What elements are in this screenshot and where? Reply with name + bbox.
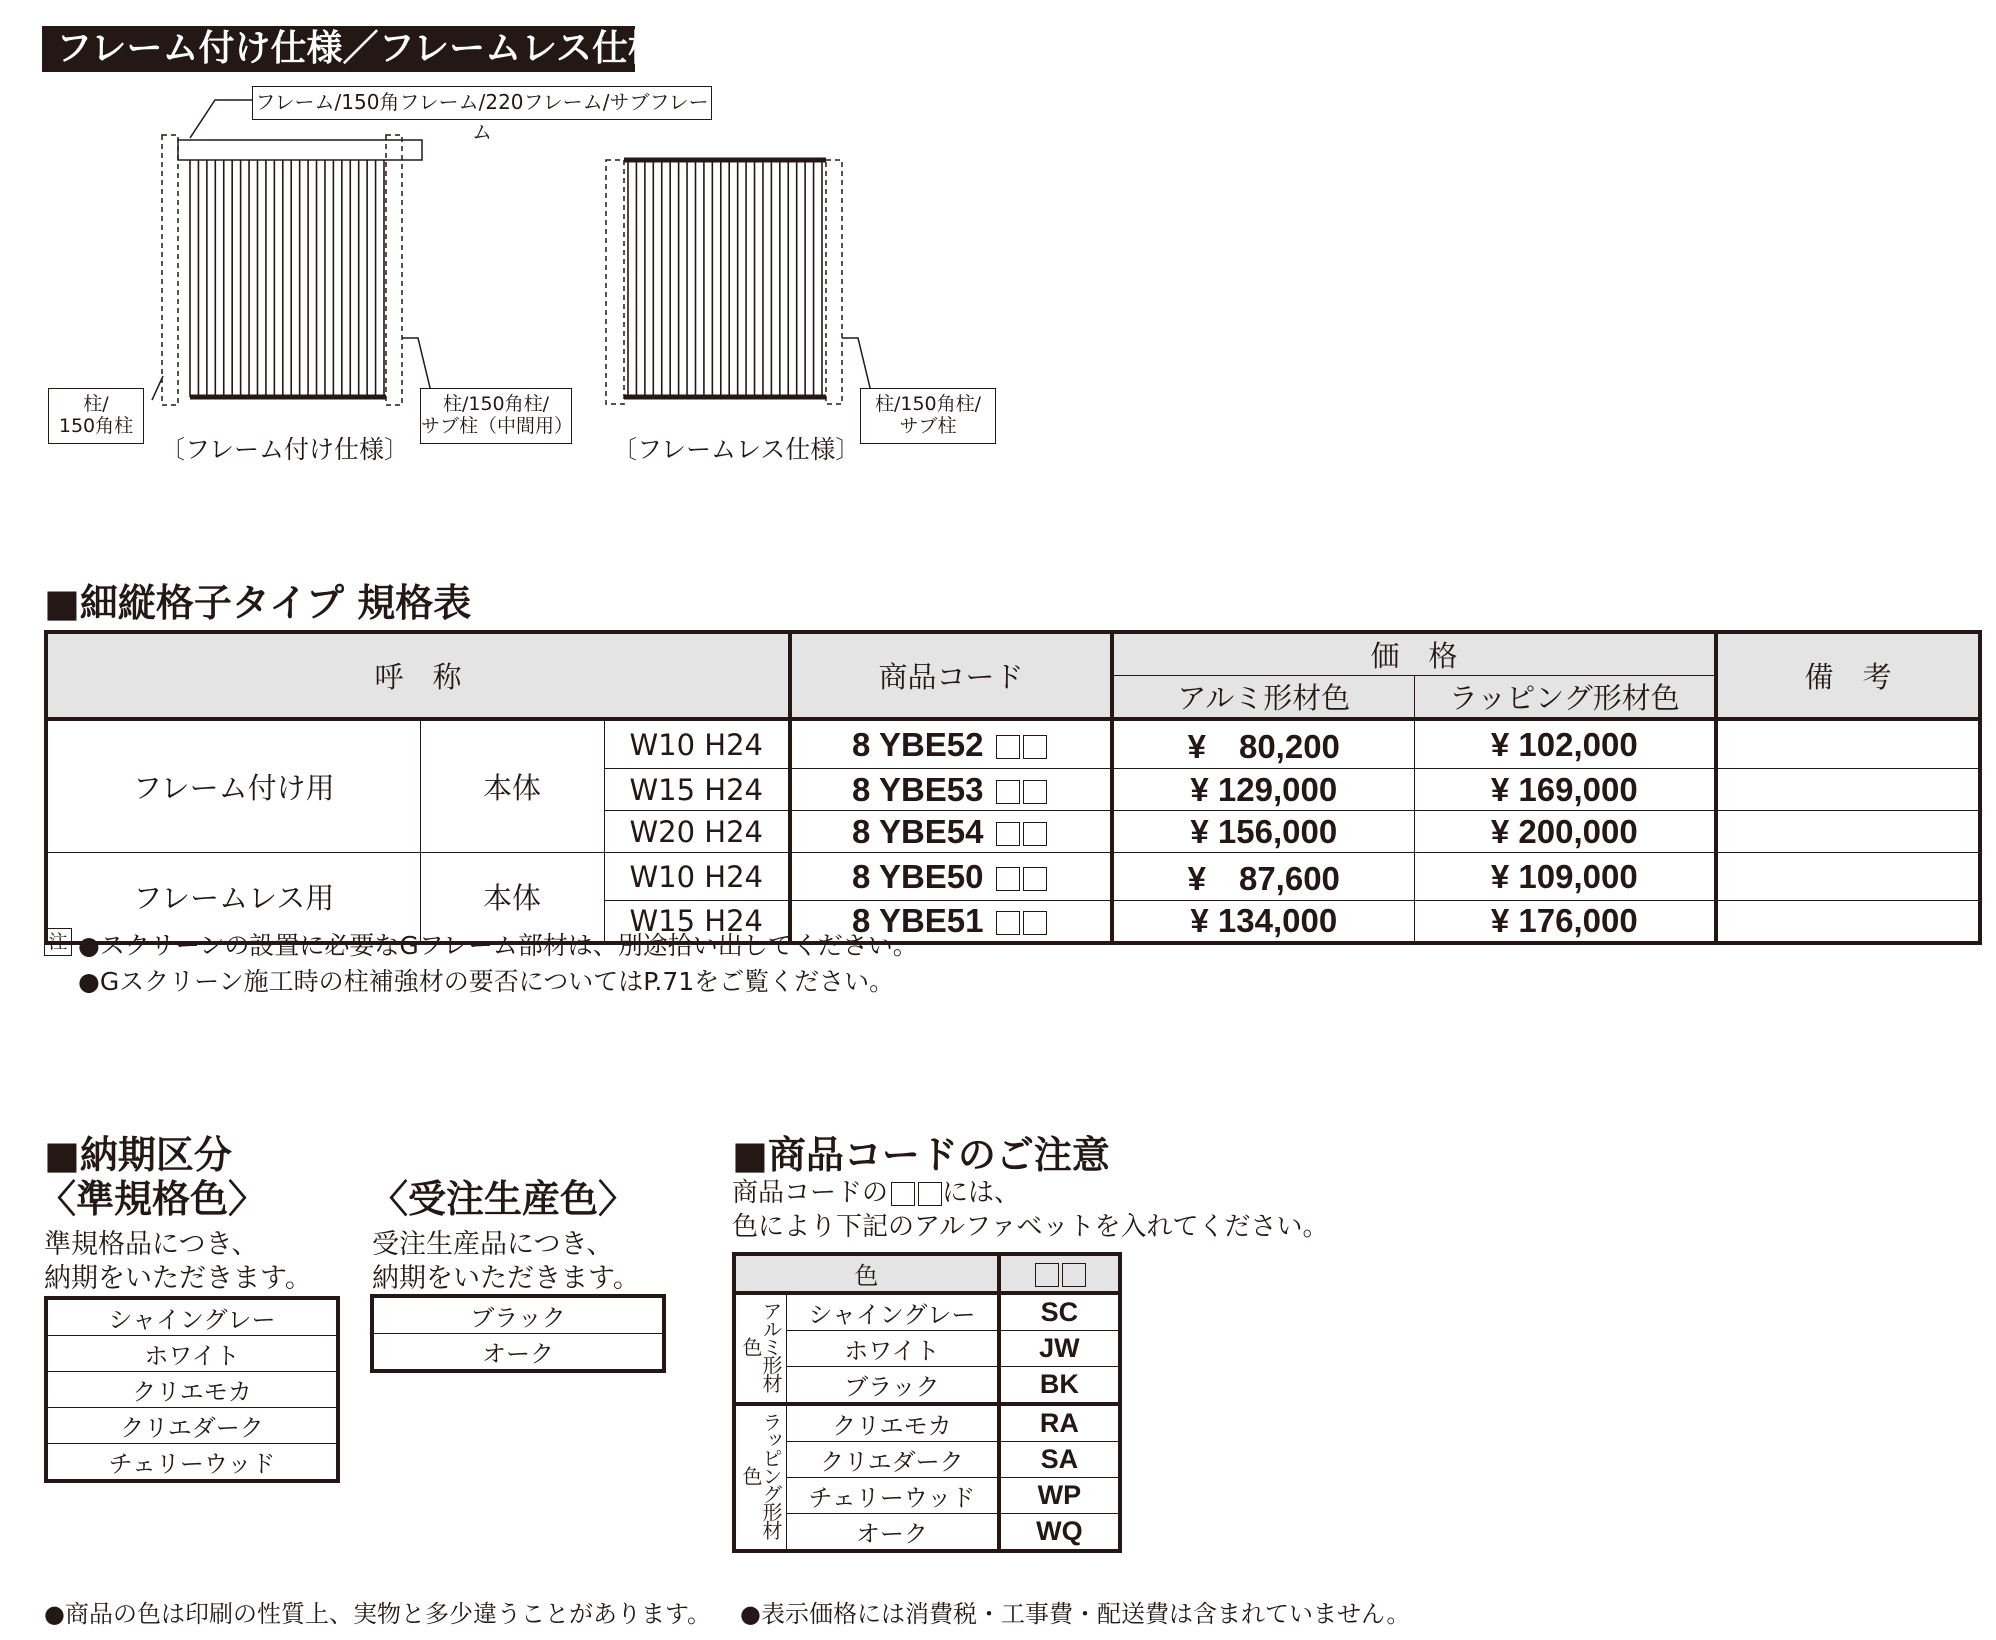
header-name: 呼 称 [46,632,790,719]
standard-color-table [44,1296,340,1483]
remarks-cell [1716,719,1980,769]
table-row: チェリーウッド WP [734,1478,1120,1514]
group-wrap: ラッピング形材色 [734,1404,787,1551]
price-wrap: ¥ 169,000 [1414,769,1716,811]
code-notice-line2: 色により下記のアルファベットを入れてください。 [732,1212,1329,1242]
size-cell: W10 H24 [604,719,790,769]
remarks-cell [1716,769,1980,811]
post-right-callout: 柱/150角柱/ サブ柱 [860,388,996,444]
section-banner: フレーム付け仕様／フレームレス仕様 [42,26,635,72]
header-code-boxes [999,1254,1120,1293]
group-alumi: アルミ形材色 [734,1293,787,1404]
price-wrap: ¥ 109,000 [1414,853,1716,901]
size-cell: W15 H24 [604,901,790,943]
price-alumi: ¥ 156,000 [1112,811,1414,853]
remarks-cell [1716,853,1980,901]
header-alumi: アルミ形材色 [1112,676,1414,720]
table-row [46,853,1980,901]
remarks-cell [1716,901,1980,943]
code-notice-title: ■商品コードのご注意 [732,1133,1110,1177]
caption-frameless: 〔フレームレス仕様〕 [612,435,861,464]
spec-table [44,630,1982,945]
table-row: オーク [372,1334,664,1372]
note-2: ●Gスクリーン施工時の柱補強材の要否についてはP.71をご覧ください。 [78,967,895,996]
price-wrap: ¥ 102,000 [1414,719,1716,769]
standard-heading: 〈準規格色〉 [38,1177,267,1221]
table-row: アルミ形材色 シャイングレー SC [734,1293,1120,1331]
header-price: 価 格 [1112,632,1716,676]
header-wrap: ラッピング形材色 [1414,676,1716,720]
standard-desc-2: 納期をいただきます。 [44,1263,312,1294]
group-part: 本体 [420,719,604,853]
order-color-table [370,1294,666,1373]
frameless-screen [152,160,872,404]
price-wrap: ¥ 200,000 [1414,811,1716,853]
header-remarks: 備 考 [1716,632,1980,719]
frame-callout: フレーム/150角フレーム/220フレーム/サブフレーム [252,86,712,120]
code-cell: 8 YBE52 [790,719,1112,769]
price-alumi: ¥ 87,600 [1112,853,1414,901]
footer-note-right: ●表示価格には消費税・工事費・配送費は含まれていません。 [740,1600,1411,1628]
post-left-callout: 柱/ 150角柱 [48,388,144,444]
size-cell: W20 H24 [604,811,790,853]
order-desc-1: 受注生産品につき、 [372,1229,614,1260]
table-row: クリエダーク [46,1408,338,1444]
price-alumi: ¥ 129,000 [1112,769,1414,811]
code-cell: 8 YBE51 [790,901,1112,943]
code-cell: 8 YBE53 [790,769,1112,811]
table-row [46,719,1980,769]
table-row: ラッピング形材色 クリエモカ RA [734,1404,1120,1442]
delivery-title: ■納期区分 [44,1133,232,1177]
price-wrap: ¥ 176,000 [1414,901,1716,943]
code-cell: 8 YBE50 [790,853,1112,901]
table-row: ホワイト JW [734,1331,1120,1367]
remarks-cell [1716,811,1980,853]
table-row: ブラック BK [734,1367,1120,1405]
standard-desc-1: 準規格品につき、 [44,1229,259,1260]
slats-frameless [628,162,822,397]
size-cell: W10 H24 [604,853,790,901]
spec-title: ■細縦格子タイプ 規格表 [44,581,472,625]
code-notice-line1: 商品コードの には、 [732,1178,1021,1208]
table-row: シャイングレー [108,1306,276,1334]
price-alumi: ¥ 134,000 [1112,901,1414,943]
table-row: クリエモカ [46,1372,338,1408]
table-row: チェリーウッド [46,1444,338,1482]
note-1: ●スクリーンの設置に必要なGフレーム部材は、別途拾い出してください。 [78,931,918,960]
table-row: ブラック [470,1304,566,1332]
caption-frame-attached: 〔フレーム付け仕様〕 [160,435,410,464]
note-mark: 注 [44,928,72,956]
color-code-table [732,1252,1122,1553]
post-mid-callout: 柱/150角柱/ サブ柱（中間用） [420,388,572,444]
group-part: 本体 [420,853,604,943]
header-color: 色 [734,1254,999,1293]
price-alumi: ¥ 80,200 [1112,719,1414,769]
group-label: フレーム付け用 [46,719,420,853]
code-cell: 8 YBE54 [790,811,1112,853]
footer-note-left: ●商品の色は印刷の性質上、実物と多少違うことがあります。 [44,1600,712,1628]
order-desc-2: 納期をいただきます。 [372,1263,640,1294]
table-row: ホワイト [46,1336,338,1372]
group-label: フレームレス用 [46,853,420,943]
slats-frame-attached [190,160,384,397]
header-code: 商品コード [790,632,1112,719]
size-cell: W15 H24 [604,769,790,811]
table-row: クリエダーク SA [734,1442,1120,1478]
order-heading: 〈受注生産色〉 [370,1177,637,1221]
table-row: オーク WQ [734,1514,1120,1552]
